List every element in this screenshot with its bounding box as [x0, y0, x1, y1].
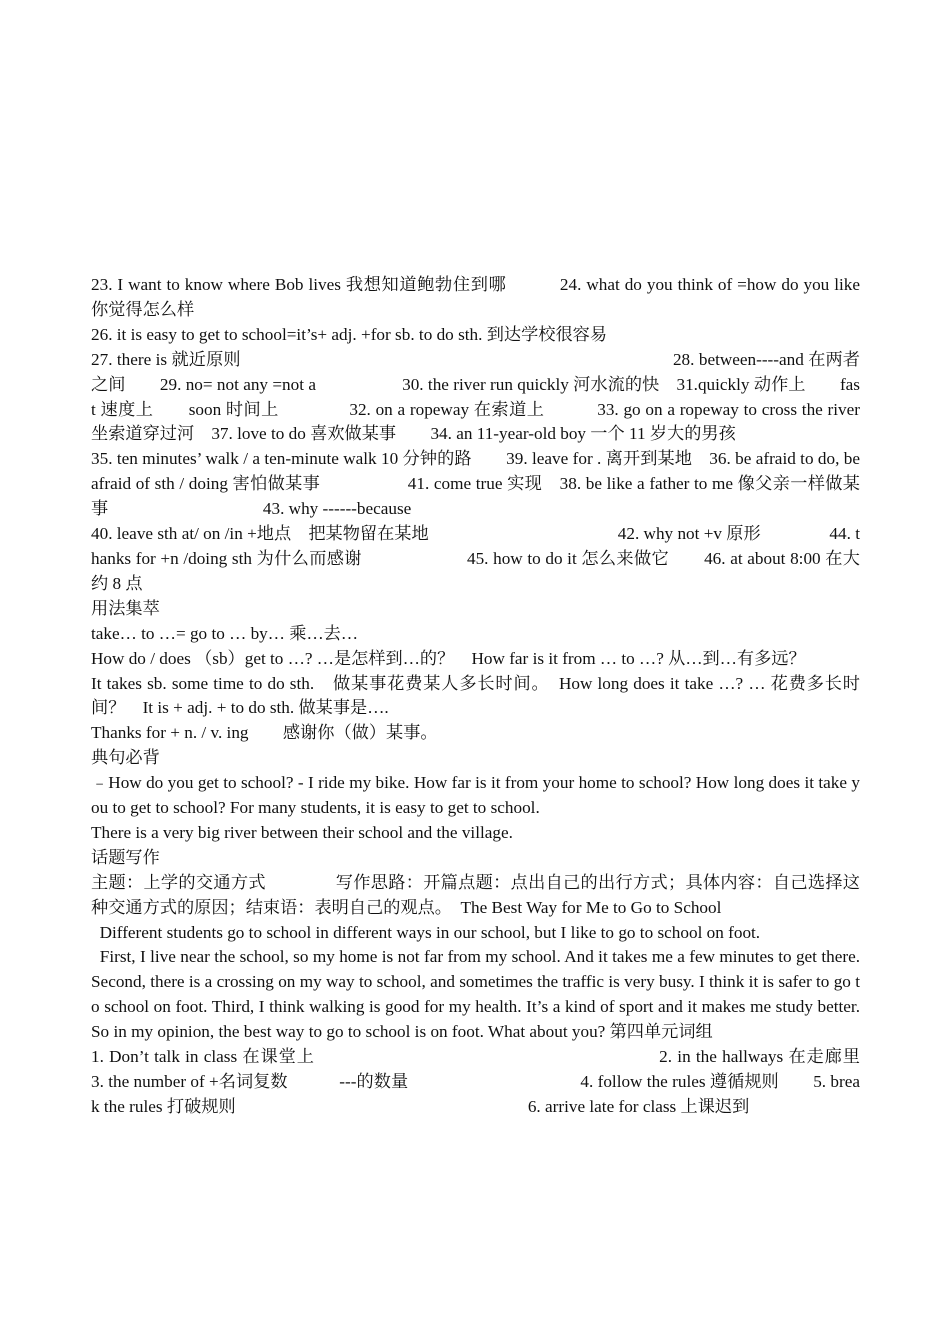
section-heading-writing: 话题写作 — [91, 847, 160, 867]
document-body — [91, 273, 895, 1120]
section-heading-key-sentences: 典句必背 — [91, 748, 160, 768]
usage-line-it-takes: It takes sb. some time to do sth. 做某事花费某人多长时间。 How long does it take …? … 花费多长时间？ It is + adj. + to do sth. 做某事是…. — [91, 673, 860, 718]
essay-paragraph-1: Different students go to school in different ways in our school, but I like to go to school on foot. — [91, 922, 761, 942]
phrase-paragraph-40-46: 40. leave sth at/ on /in +地点 把某物留在某地 42. why not +v 原形 44. thanks for +n /doing sth 为什么而感谢 45. how to do it 怎么来做它 46. at about 8:00 在大约 8 点 — [91, 524, 860, 593]
phrase-paragraph-26: 26. it is easy to get to school=it’s+ adj. +for sb. to do sth. 到达学校很容易 — [91, 324, 608, 344]
usage-line-how-do: How do / does （sb）get to …? …是怎样到…的？ How far is it from … to …? 从…到…有多远？ — [91, 648, 806, 668]
key-sentence-river: There is a very big river between their school and the village. — [91, 822, 513, 842]
usage-line-thanks: Thanks for + n. / v. ing 感谢你（做）某事。 — [91, 723, 438, 743]
writing-topic: 主题：上学的交通方式 写作思路：开篇点题：点出自己的出行方式；具体内容：自己选择这种交通方式的原因；结束语：表明自己的观点。 The Best Way for Me to Go to School — [91, 872, 860, 917]
phrase-paragraph-23-24: 23. I want to know where Bob lives 我想知道鲍勃住到哪 24. what do you think of =how do you like 你觉得怎么样 — [91, 275, 860, 319]
essay-paragraph-2: First, I live near the school, so my home is not far from my school. And it takes me a few minutes to get there. Second, there is a crossing on my way to school, and sometimes the traffic is very busy. I think it is safer to go to school on foot. Third, I think walking is good for my health. It’s a kind of sport and it makes me study better. So in my opinion, the best way to go to school is on foot. What about you? 第四单元词组 — [91, 947, 869, 1042]
phrase-paragraph-27-34: 27. there is 就近原则 28. between----and 在两者之间 29. no= not any =not a 30. the river run quickly 河水流的快 31.quickly 动作上 fast 速度上 soon 时间上 32. on a ropeway 在索道上 33. go on a ropeway to cross the river 坐索道穿过河 37. love to do 喜欢做某事 34. an 11-year-old boy 一个 11 岁大的男孩 — [91, 349, 860, 444]
usage-line-take: take… to …= go to … by… 乘…去… — [91, 623, 359, 643]
section-heading-usage: 用法集萃 — [91, 598, 160, 618]
unit4-phrases: 1. Don’t talk in class 在课堂上 2. in the hallways 在走廊里 3. the number of +名词复数 ---的数量 4. follow the rules 遵循规则 5. break the rules 打破规则 6. arrive late for class 上课迟到 — [91, 1047, 895, 1116]
phrase-paragraph-35-43: 35. ten minutes’ walk / a ten-minute walk 10 分钟的路 39. leave for . 离开到某地 36. be afraid to do, be afraid of sth / doing 害怕做某事 41. come true 实现 38. be like a father to me 像父亲一样做某事 43. why ------because — [91, 449, 860, 519]
key-sentence-dialogue: ﹣How do you get to school? - I ride my bike. How far is it from your home to school? How long does it take you to get to school? For many students, it is easy to get to school. — [91, 773, 860, 818]
